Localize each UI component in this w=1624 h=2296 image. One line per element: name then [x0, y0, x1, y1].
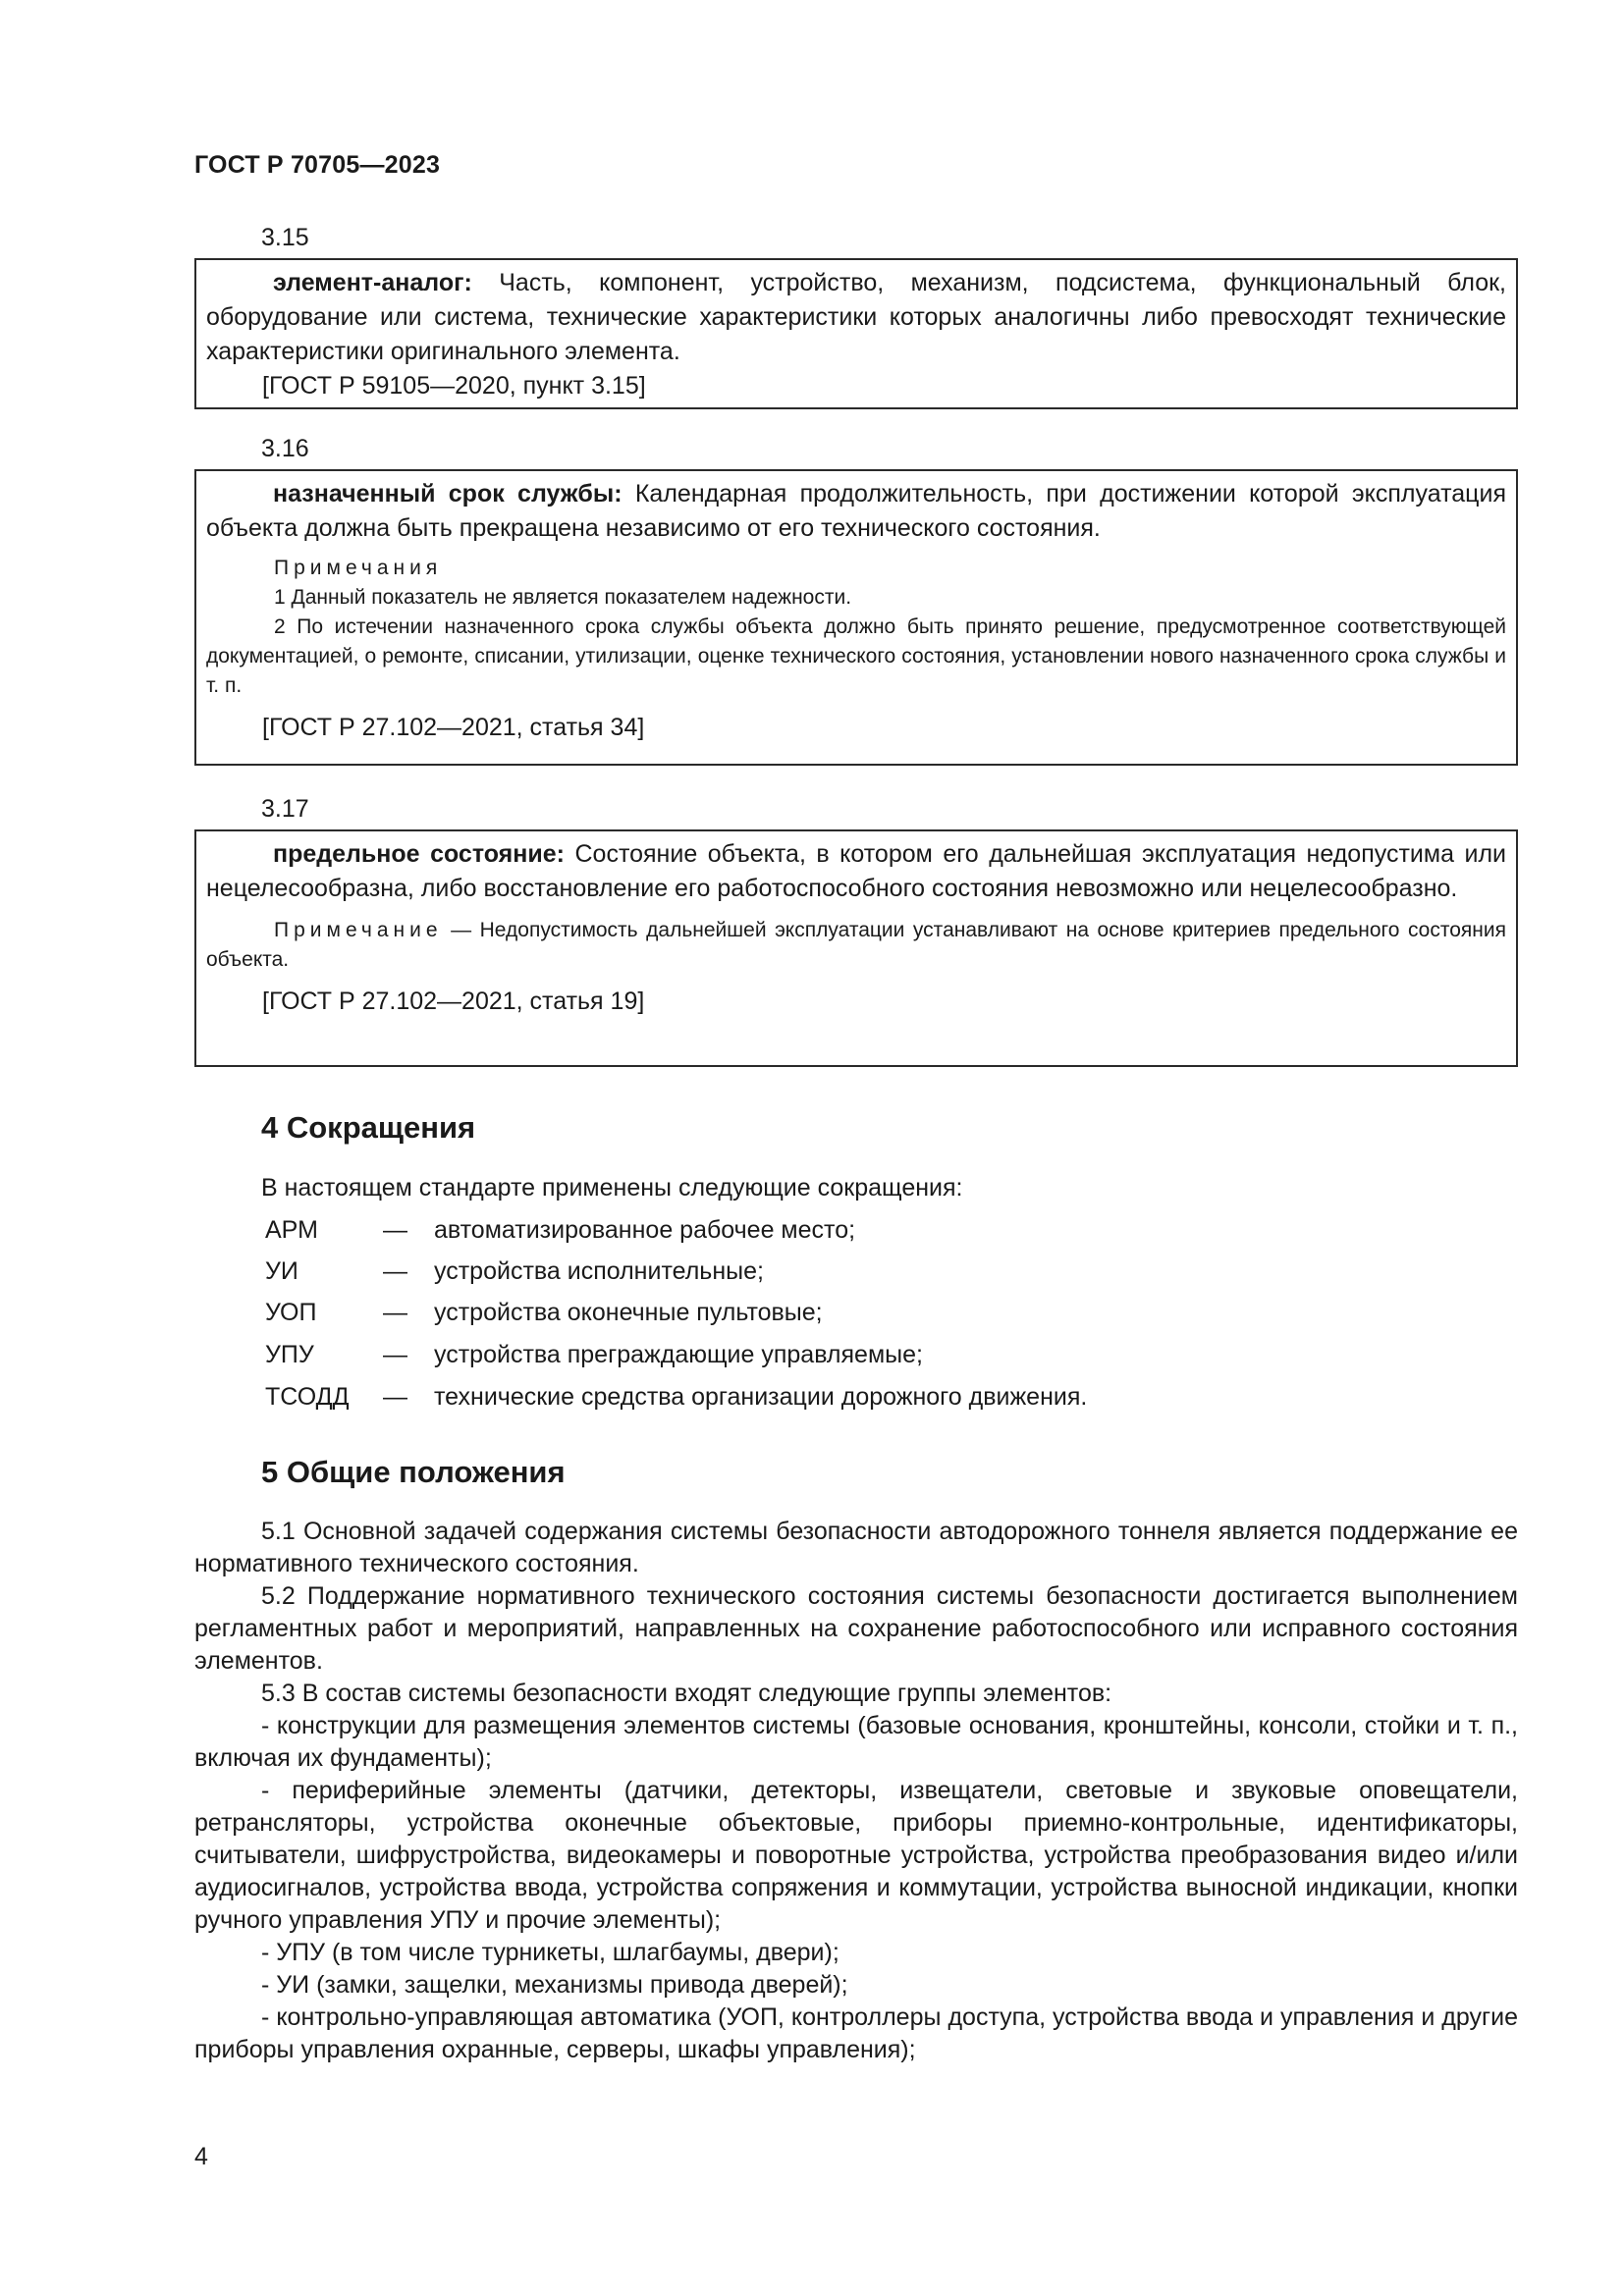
- abbreviation-dash: —: [383, 1341, 407, 1368]
- abbreviation-code: АРМ: [265, 1216, 318, 1244]
- abbreviation-text: устройства оконечные пультовые;: [434, 1299, 823, 1326]
- term-definition: [206, 837, 1506, 906]
- definition-text: Часть, компонент, устройство, механизм, подсистема, функциональный блок, оборудование или система, технические характеристики которых аналогичны либо превосходят технические характеристики оригинального элемента.: [206, 269, 1506, 365]
- term-number: 3.17: [261, 795, 309, 823]
- term-name: элемент-аналог:: [273, 269, 472, 296]
- abbreviation-dash: —: [383, 1383, 407, 1411]
- definition-text: Календарная продолжительность, при достижении которой эксплуатация объекта должна быть прекращена независимо от его технического состояния.: [206, 480, 1506, 542]
- section-title: 4 Сокращения: [261, 1110, 476, 1145]
- section-intro: В настоящем стандарте применены следующие сокращения:: [261, 1174, 963, 1201]
- abbreviation-text: устройства исполнительные;: [434, 1257, 764, 1285]
- term-source: [ГОСТ Р 27.102—2021, статья 19]: [262, 988, 645, 1015]
- notes-heading: Примечания: [274, 557, 443, 579]
- note-item: [206, 916, 1506, 975]
- document-header: ГОСТ Р 70705—2023: [194, 151, 441, 179]
- term-source: [ГОСТ Р 59105—2020, пункт 3.15]: [262, 372, 646, 400]
- term-name: назначенный срок службы:: [273, 480, 623, 507]
- list-item: - конструкции для размещения элементов системы (базовые основания, кронштейны, консоли, стойки и т. п., включая их фундаменты);: [194, 1712, 1518, 1772]
- term-box: [194, 829, 1518, 1067]
- term-box: [194, 258, 1518, 409]
- abbreviation-code: УИ: [265, 1257, 298, 1285]
- term-definition: [206, 477, 1506, 546]
- section-title: 5 Общие положения: [261, 1455, 566, 1489]
- page-number: 4: [194, 2143, 208, 2170]
- note-label: Примечание: [274, 919, 443, 941]
- paragraph: 5.2 Поддержание нормативного технического состояния системы безопасности достигается выполнением регламентных работ и мероприятий, направленных на сохранение работоспособного или исправного состояния элементов.: [194, 1582, 1518, 1675]
- abbreviation-dash: —: [383, 1299, 407, 1326]
- note-item: 1 Данный показатель не является показателем надежности.: [274, 586, 852, 609]
- abbreviation-dash: —: [383, 1257, 407, 1285]
- abbreviation-code: УОП: [265, 1299, 317, 1326]
- list-item: - УПУ (в том числе турникеты, шлагбаумы, двери);: [261, 1939, 839, 1966]
- term-source: [ГОСТ Р 27.102—2021, статья 34]: [262, 714, 645, 741]
- term-number: 3.16: [261, 435, 309, 462]
- definition-text: Состояние объекта, в котором его дальнейшая эксплуатация недопустима или нецелесообразна, либо восстановление его работоспособного состояния невозможно или нецелесообразно.: [206, 840, 1506, 902]
- list-item: - контрольно-управляющая автоматика (УОП, контроллеры доступа, устройства ввода и управления и другие приборы управления охранные, серверы, шкафы управления);: [194, 2003, 1518, 2063]
- abbreviation-dash: —: [383, 1216, 407, 1244]
- abbreviation-text: автоматизированное рабочее место;: [434, 1216, 856, 1244]
- term-definition: [206, 266, 1506, 369]
- abbreviation-code: ТСОДД: [265, 1383, 350, 1411]
- note-text: — Недопустимость дальнейшей эксплуатации устанавливают на основе критериев предельного состояния объекта.: [206, 919, 1506, 971]
- term-name: предельное состояние:: [273, 840, 565, 868]
- abbreviation-code: УПУ: [265, 1341, 314, 1368]
- section-body: [194, 1516, 1518, 2066]
- term-box: [194, 469, 1518, 766]
- paragraph: 5.1 Основной задачей содержания системы безопасности автодорожного тоннеля является поддержание ее нормативного технического состояния.: [194, 1518, 1518, 1577]
- term-number: 3.15: [261, 224, 309, 251]
- note-item: 2 По истечении назначенного срока службы объекта должно быть принято решение, предусмотренное соответствующей документацией, о ремонте, списании, утилизации, оценке технического состояния, установлении нового назначенного срока службы и т. п.: [206, 615, 1506, 697]
- paragraph: 5.3 В состав системы безопасности входят следующие группы элементов:: [261, 1680, 1112, 1707]
- list-item: - УИ (замки, защелки, механизмы привода дверей);: [261, 1971, 848, 1999]
- abbreviation-text: технические средства организации дорожного движения.: [434, 1383, 1088, 1411]
- list-item: - периферийные элементы (датчики, детекторы, извещатели, световые и звуковые оповещатели, ретрансляторы, устройства оконечные объектовые, приборы приемно-контрольные, идентификаторы, считыватели, шифрустройства, видеокамеры и поворотные устройства, устройства преобразования видео и/или аудиосигналов, устройства ввода, устройства сопряжения и коммутации, устройства выносной индикации, кнопки ручного управления УПУ и прочие элементы);: [194, 1777, 1518, 1934]
- abbreviation-text: устройства преграждающие управляемые;: [434, 1341, 923, 1368]
